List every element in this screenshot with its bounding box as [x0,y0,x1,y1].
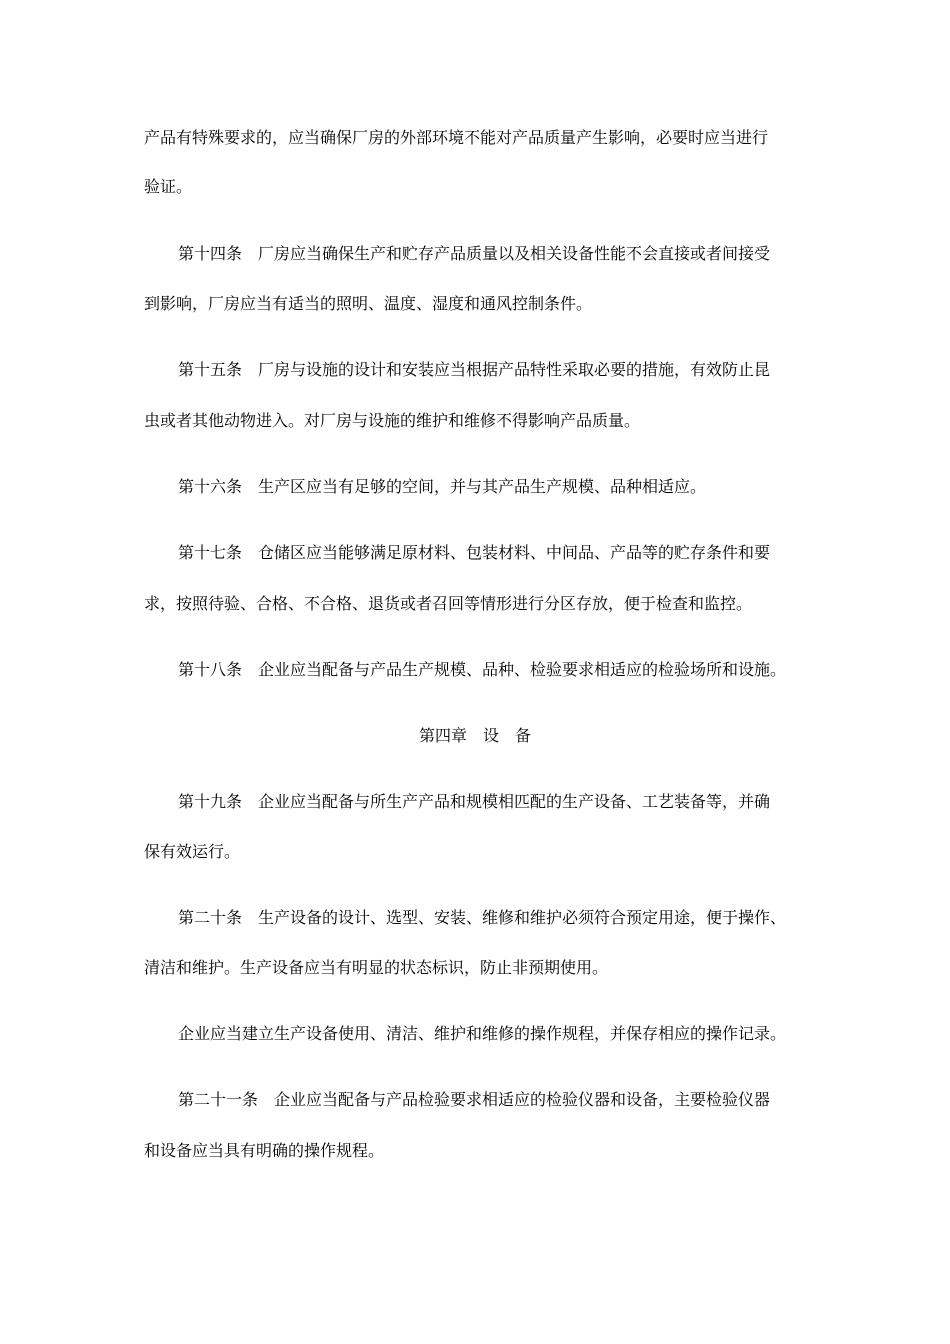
text: 生产区应当有足够的空间，并与其产品生产规模、品种相适应。 [258,477,707,496]
article-19 [178,792,814,812]
article-21 [178,1090,814,1110]
text: 生产设备的设计、选型、安装、维修和维护必须符合预定用途，便于操作、 [258,908,787,927]
text: 企业应当配备与所生产产品和规模相匹配的生产设备、工艺装备等，并确 [258,792,771,811]
text: 求，按照待验、合格、不合格、退货或者召回等情形进行分区存放，便于检查和监控。 [144,594,753,613]
paragraph-line [178,1024,814,1044]
text: 清洁和维护。生产设备应当有明显的状态标识，防止非预期使用。 [144,958,609,977]
article-label: 第二十条 [178,908,243,927]
text: 企业应当配备与产品检验要求相适应的检验仪器和设备，主要检验仪器 [274,1090,771,1109]
chapter-heading: 第四章 设 备 [418,726,531,745]
article-20 [178,908,814,928]
article-14 [178,244,814,264]
article-label: 第二十一条 [178,1090,259,1109]
article-label: 第十四条 [178,244,243,263]
article-label: 第十九条 [178,792,243,811]
text: 验证。 [144,177,193,196]
paragraph-line [144,177,814,197]
text: 仓储区应当能够满足原材料、包装材料、中间品、产品等的贮存条件和要 [258,543,771,562]
text: 虫或者其他动物进入。对厂房与设施的维护和维修不得影响产品质量。 [144,411,641,430]
article-label: 第十八条 [178,660,243,679]
paragraph-line [144,594,814,614]
paragraph-line [144,294,814,314]
text: 产品有特殊要求的，应当确保厂房的外部环境不能对产品质量产生影响，必要时应当进行 [144,128,769,147]
text: 保有效运行。 [144,842,241,861]
paragraph-line [144,1141,814,1161]
text: 厂房应当确保生产和贮存产品质量以及相关设备性能不会直接或者间接受 [258,244,771,263]
text: 厂房与设施的设计和安装应当根据产品特性采取必要的措施，有效防止昆 [258,360,771,379]
article-16 [178,477,814,497]
text: 企业应当建立生产设备使用、清洁、维护和维修的操作规程，并保存相应的操作记录。 [178,1024,787,1043]
article-label: 第十六条 [178,477,243,496]
text: 和设备应当具有明确的操作规程。 [144,1141,385,1160]
paragraph-line [144,128,814,148]
article-18 [178,660,814,680]
article-label: 第十七条 [178,543,243,562]
text: 到影响，厂房应当有适当的照明、温度、湿度和通风控制条件。 [144,294,593,313]
paragraph-line [144,411,814,431]
paragraph-line [144,842,814,862]
article-17 [178,543,814,563]
text: 企业应当配备与产品生产规模、品种、检验要求相适应的检验场所和设施。 [258,660,787,679]
paragraph-line [144,958,814,978]
article-15 [178,360,814,380]
article-label: 第十五条 [178,360,243,379]
